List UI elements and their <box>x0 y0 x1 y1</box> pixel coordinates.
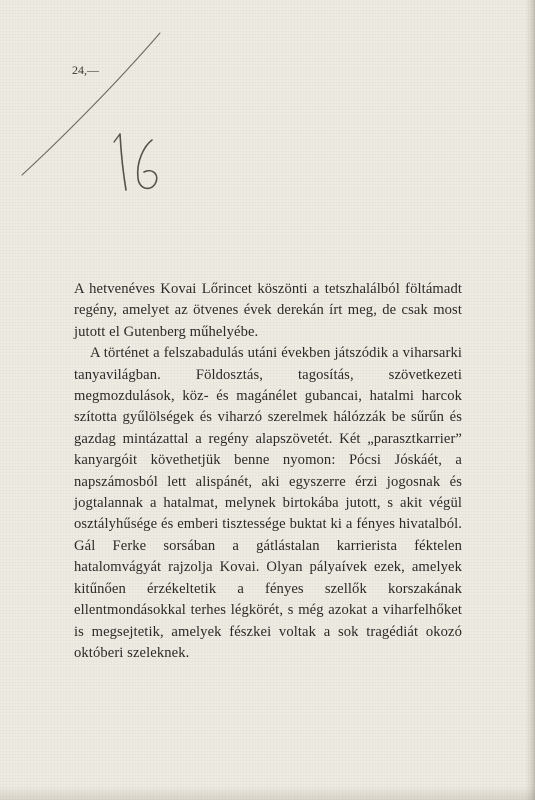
page-bottom-shadow <box>0 786 535 800</box>
blurb-text <box>74 279 462 664</box>
page-edge-shadow <box>525 0 535 800</box>
price-label: 24,— <box>72 63 99 77</box>
blurb-paragraph-1: A hetvenéves Kovai Lőrincet köszönti a tetszhalálból föltámadt regény, amelyet az ötvenes évek derekán írt meg, de csak most jutott el Gutenberg műhelyébe. <box>74 281 462 340</box>
handwritten-number-mark <box>108 120 178 200</box>
blurb-paragraph-2: A történet a felszabadulás utáni években játszódik a viharsarki tanyavilágban. Földosztás, tagosítás, szövetkezeti megmozdulások, köz- és magánélet gubancai, hatalmi harcok szította gyűlölségek és viharzó szerelmek hálózzák be sűrűn és gazdag mintázattal a regény alapszövetét. Két „parasztkarrier” kanyargóit követhetjük benne nyomon: Pócsi Jóskáét, a napszámosból lett alispánét, aki egyszerre érzi jogosnak és jogtalannak a hatalmat, melynek birtokába jutott, s akit végül osztályhűsége és emberi tisztessége buktat ki a fényes hivatalból. Gál Ferke sorsában a gátlástalan karrierista féktelen hatalomvágyát rajzolja Kovai. Olyan pályaívek ezek, amelyek kitűnően érzékeltetik a fényes szellők korszakának ellentmondásokkal terhes légkörét, s még azokat a viharfelhőket is megsejtetik, amelyek fészkei voltak a sok tragédiát okozó októberi szeleknek. <box>74 345 462 661</box>
